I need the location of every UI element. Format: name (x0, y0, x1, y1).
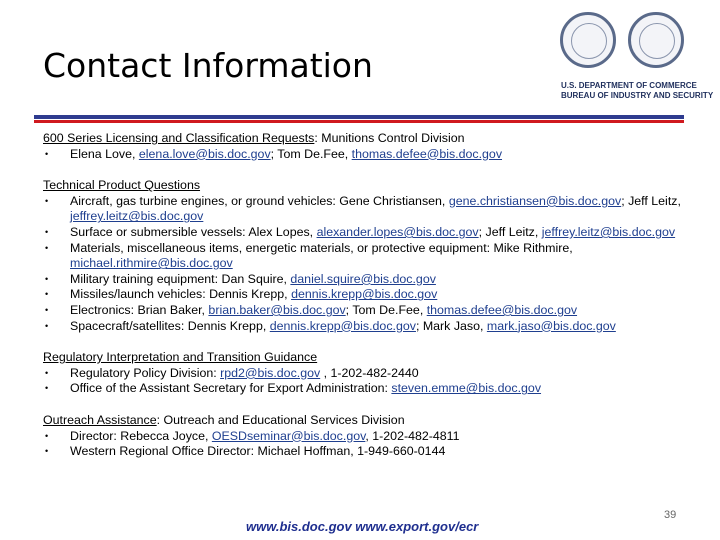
list-item (43, 319, 703, 335)
item-text: Missiles/launch vehicles: Dennis Krepp, (70, 287, 292, 302)
email-link[interactable]: dennis.krepp@bis.doc.gov (269, 318, 416, 333)
bullet-icon: • (45, 195, 49, 206)
item-text: Elena Love, (70, 146, 139, 161)
email-link[interactable]: thomas.defee@bis.doc.gov (351, 146, 503, 161)
contact-section (43, 131, 703, 162)
section-heading (43, 413, 703, 429)
section-heading-subtitle: : Outreach and Educational Services Division (156, 412, 405, 427)
divider-red (34, 120, 684, 123)
email-link[interactable]: jeffrey.leitz@bis.doc.gov (70, 209, 204, 224)
section-heading (43, 350, 703, 366)
email-link[interactable]: gene.christiansen@bis.doc.gov (448, 193, 622, 208)
item-text: Spacecraft/satellites: Dennis Krepp, (70, 318, 270, 333)
item-text: ; Jeff Leitz, (621, 193, 681, 208)
list-item (43, 287, 703, 303)
department-line-2: BUREAU OF INDUSTRY AND SECURITY (561, 91, 714, 100)
item-text: ; Jeff Leitz, (478, 224, 542, 239)
contact-section (43, 178, 703, 334)
list-item (43, 241, 703, 272)
slide-title: Contact Information (43, 46, 373, 85)
list-item (43, 303, 703, 319)
email-link[interactable]: daniel.squire@bis.doc.gov (290, 271, 436, 286)
email-link[interactable]: OESDseminar@bis.doc.gov (211, 428, 366, 443)
list-item (43, 147, 703, 163)
bullet-icon: • (45, 273, 49, 284)
list-item (43, 429, 703, 445)
section-heading-subtitle: : Munitions Control Division (314, 131, 465, 145)
list-item (43, 366, 703, 382)
bis-seal-icon (628, 12, 684, 68)
item-text: Materials, miscellaneous items, energetic materials, or protective equipment: Mike Rithmire, (70, 240, 573, 255)
email-link[interactable]: thomas.defee@bis.doc.gov (426, 302, 578, 317)
email-link[interactable]: dennis.krepp@bis.doc.gov (291, 287, 438, 302)
divider-blue (34, 115, 684, 119)
department-line-1: U.S. DEPARTMENT OF COMMERCE (561, 81, 697, 90)
bullet-icon: • (45, 430, 49, 441)
bullet-icon: • (45, 289, 49, 300)
contact-section (43, 350, 703, 397)
email-link[interactable]: rpd2@bis.doc.gov (220, 365, 321, 380)
list-item (43, 381, 703, 397)
item-text: Aircraft, gas turbine engines, or ground vehicles: Gene Christiansen, (70, 193, 449, 208)
contact-section (43, 413, 703, 460)
email-link[interactable]: jeffrey.leitz@bis.doc.gov (541, 224, 676, 239)
item-text: Surface or submersible vessels: Alex Lopes, (70, 224, 317, 239)
item-text: , 1-202-482-2440 (320, 365, 419, 380)
item-text: ; Tom De.Fee, (270, 146, 352, 161)
item-text: ; Mark Jaso, (415, 318, 487, 333)
item-text: Regulatory Policy Division: (70, 365, 221, 380)
email-link[interactable]: michael.rithmire@bis.doc.gov (70, 256, 233, 271)
bullet-icon: • (45, 226, 49, 237)
bullet-icon: • (45, 383, 49, 394)
bullet-icon: • (45, 242, 49, 253)
email-link[interactable]: elena.love@bis.doc.gov (138, 146, 271, 161)
footer-links[interactable]: www.bis.doc.gov www.export.gov/ecr (246, 519, 479, 534)
section-heading-title: Outreach Assistance (43, 412, 157, 427)
section-heading (43, 178, 703, 194)
bullet-icon: • (45, 367, 49, 378)
bullet-icon: • (45, 148, 49, 159)
contact-content (43, 131, 703, 476)
email-link[interactable]: brian.baker@bis.doc.gov (208, 302, 346, 317)
department-label (561, 81, 713, 101)
item-text: Director: Rebecca Joyce, (70, 428, 212, 443)
list-item (43, 272, 703, 288)
section-heading (43, 131, 703, 147)
section-heading-title: Regulatory Interpretation and Transition Guidance (43, 350, 318, 365)
item-text: Military training equipment: Dan Squire, (70, 271, 291, 286)
commerce-seal-icon (560, 12, 616, 68)
bullet-icon: • (45, 304, 49, 315)
email-link[interactable]: mark.jaso@bis.doc.gov (486, 318, 616, 333)
item-text: ; Tom De.Fee, (345, 302, 427, 317)
item-text: Electronics: Brian Baker, (70, 302, 209, 317)
section-heading-title: 600 Series Licensing and Classification Requests (43, 131, 315, 145)
list-item (43, 444, 703, 460)
item-text: , 1-202-482-4811 (365, 428, 460, 443)
bullet-icon: • (45, 320, 49, 331)
item-text: Office of the Assistant Secretary for Export Administration: (70, 381, 392, 396)
list-item (43, 225, 703, 241)
page-number: 39 (664, 509, 677, 521)
email-link[interactable]: steven.emme@bis.doc.gov (391, 381, 542, 396)
bullet-icon: • (45, 446, 49, 457)
item-text: Western Regional Office Director: Michael Hoffman, 1-949-660-0144 (70, 444, 446, 459)
email-link[interactable]: alexander.lopes@bis.doc.gov (316, 224, 479, 239)
section-heading-title: Technical Product Questions (43, 178, 201, 193)
list-item (43, 194, 703, 225)
